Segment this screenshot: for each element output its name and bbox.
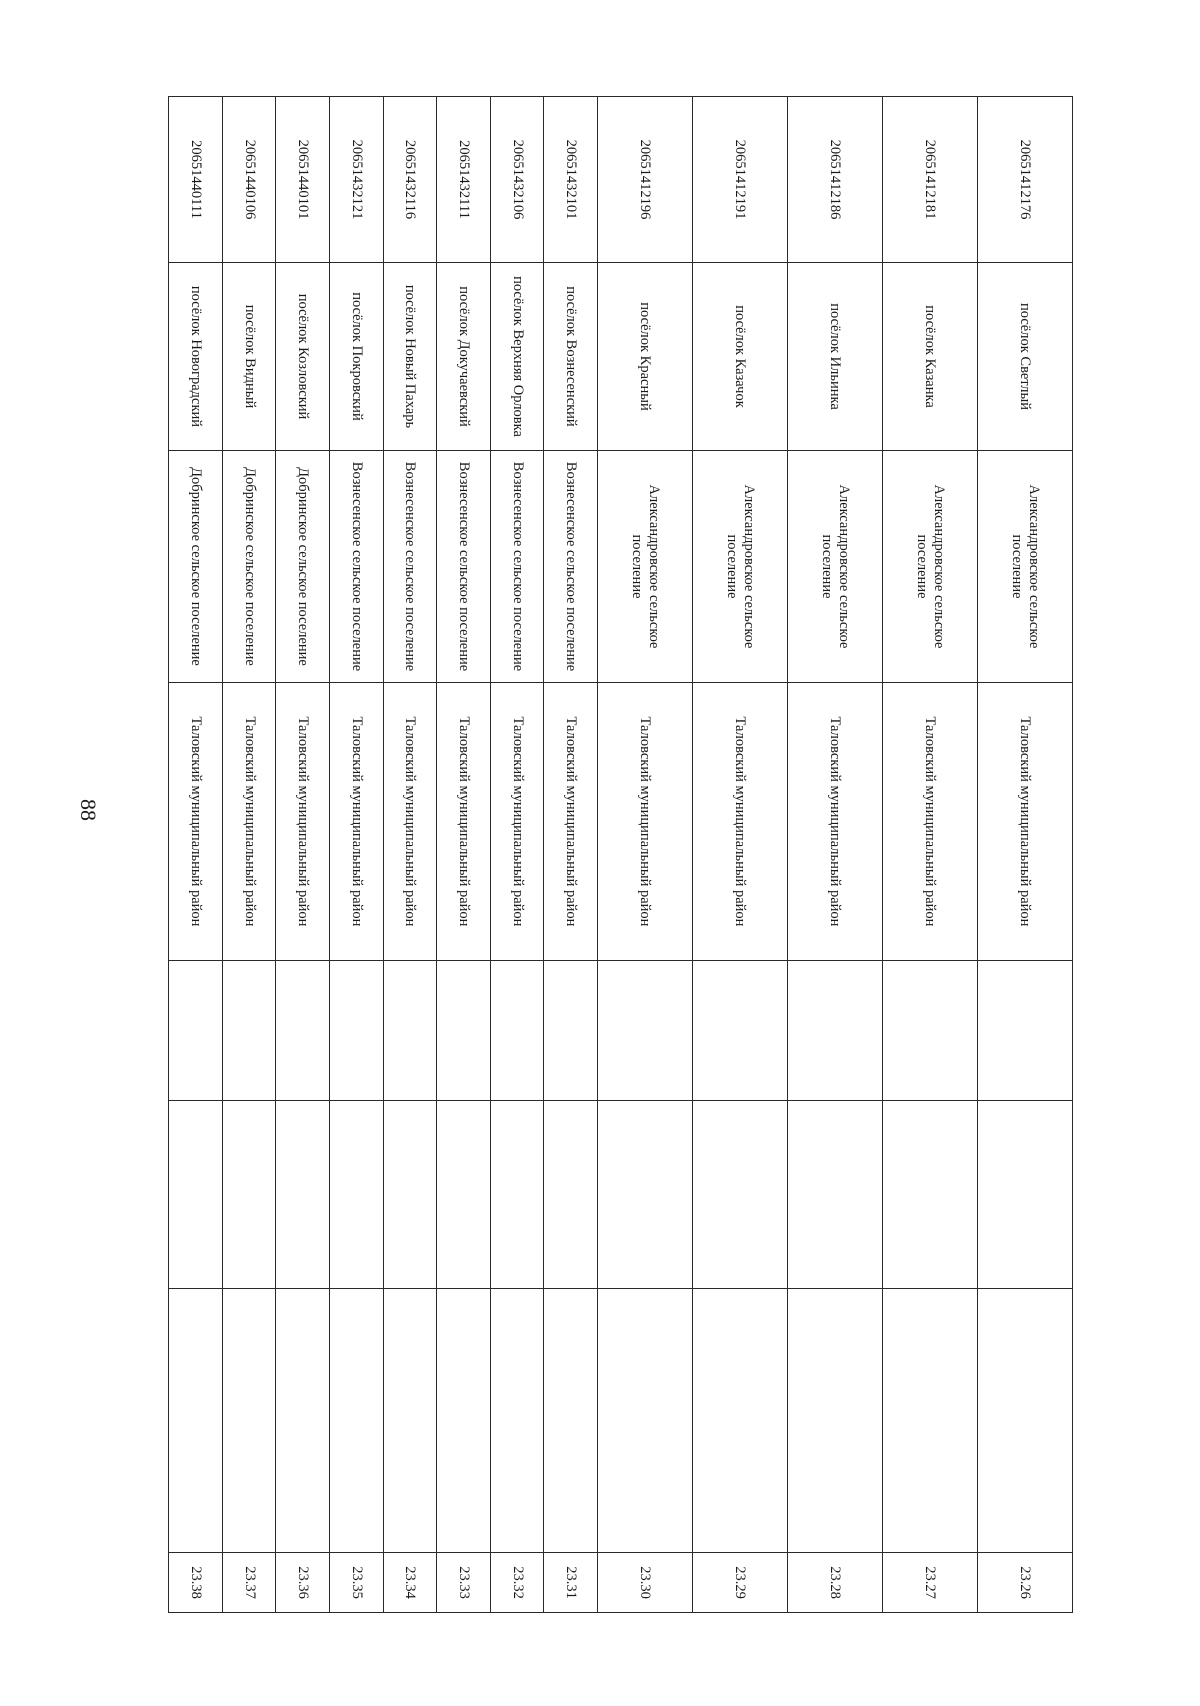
empty-cell bbox=[787, 1101, 882, 1289]
empty-cell bbox=[882, 1289, 977, 1553]
table-row bbox=[276, 97, 330, 1613]
locality-cell: посёлок Казачок bbox=[692, 263, 787, 451]
empty-cell bbox=[544, 1289, 598, 1553]
empty-cell bbox=[490, 1289, 544, 1553]
empty-cell bbox=[329, 1101, 383, 1289]
table-row bbox=[597, 97, 692, 1613]
district-cell: Таловский муниципальный район bbox=[692, 683, 787, 961]
empty-cell bbox=[597, 961, 692, 1101]
empty-cell bbox=[276, 1101, 330, 1289]
empty-cell bbox=[692, 1289, 787, 1553]
settlement-cell: Добринское сельское поселение bbox=[169, 451, 223, 683]
district-cell: Таловский муниципальный район bbox=[383, 683, 437, 961]
table-body bbox=[169, 97, 1073, 1613]
settlement-cell: Александровское сельское поселение bbox=[597, 451, 692, 683]
oktmo-code-cell: 20651432121 bbox=[329, 97, 383, 263]
row-number-cell: 23.36 bbox=[276, 1553, 330, 1613]
empty-cell bbox=[597, 1101, 692, 1289]
locality-cell: посёлок Верхняя Орловка bbox=[490, 263, 544, 451]
row-number-cell: 23.33 bbox=[437, 1553, 491, 1613]
settlement-cell: Вознесенское сельское поселение bbox=[329, 451, 383, 683]
oktmo-code-cell: 20651432111 bbox=[437, 97, 491, 263]
empty-cell bbox=[597, 1289, 692, 1553]
empty-cell bbox=[437, 1101, 491, 1289]
empty-cell bbox=[329, 1289, 383, 1553]
table-row bbox=[383, 97, 437, 1613]
locality-cell: посёлок Видный bbox=[222, 263, 276, 451]
empty-cell bbox=[692, 961, 787, 1101]
locality-cell: посёлок Новоградский bbox=[169, 263, 223, 451]
table-row bbox=[222, 97, 276, 1613]
oktmo-code-cell: 20651440101 bbox=[276, 97, 330, 263]
district-cell: Таловский муниципальный район bbox=[544, 683, 598, 961]
table-row bbox=[977, 97, 1072, 1613]
row-number-cell: 23.30 bbox=[597, 1553, 692, 1613]
empty-cell bbox=[882, 1101, 977, 1289]
empty-cell bbox=[977, 1101, 1072, 1289]
oktmo-code-cell: 20651412191 bbox=[692, 97, 787, 263]
district-cell: Таловский муниципальный район bbox=[276, 683, 330, 961]
oktmo-code-cell: 20651432106 bbox=[490, 97, 544, 263]
empty-cell bbox=[977, 1289, 1072, 1553]
row-number-cell: 23.29 bbox=[692, 1553, 787, 1613]
oktmo-code-cell: 20651412176 bbox=[977, 97, 1072, 263]
locality-cell: посёлок Покровский bbox=[329, 263, 383, 451]
register-table bbox=[168, 96, 1073, 1613]
settlement-cell: Александровское сельское поселение bbox=[882, 451, 977, 683]
empty-cell bbox=[169, 961, 223, 1101]
locality-cell: посёлок Ильинка bbox=[787, 263, 882, 451]
register-table-rotated bbox=[168, 96, 1073, 1612]
district-cell: Таловский муниципальный район bbox=[329, 683, 383, 961]
table-row bbox=[490, 97, 544, 1613]
district-cell: Таловский муниципальный район bbox=[977, 683, 1072, 961]
settlement-cell: Вознесенское сельское поселение bbox=[437, 451, 491, 683]
empty-cell bbox=[544, 961, 598, 1101]
oktmo-code-cell: 20651412186 bbox=[787, 97, 882, 263]
district-cell: Таловский муниципальный район bbox=[597, 683, 692, 961]
district-cell: Таловский муниципальный район bbox=[437, 683, 491, 961]
empty-cell bbox=[329, 961, 383, 1101]
row-number-cell: 23.31 bbox=[544, 1553, 598, 1613]
empty-cell bbox=[276, 1289, 330, 1553]
table-row bbox=[787, 97, 882, 1613]
table-row bbox=[882, 97, 977, 1613]
empty-cell bbox=[437, 961, 491, 1101]
empty-cell bbox=[383, 961, 437, 1101]
locality-cell: посёлок Новый Пахарь bbox=[383, 263, 437, 451]
settlement-cell: Добринское сельское поселение bbox=[222, 451, 276, 683]
oktmo-code-cell: 20651440111 bbox=[169, 97, 223, 263]
empty-cell bbox=[882, 961, 977, 1101]
district-cell: Таловский муниципальный район bbox=[787, 683, 882, 961]
district-cell: Таловский муниципальный район bbox=[490, 683, 544, 961]
district-cell: Таловский муниципальный район bbox=[222, 683, 276, 961]
locality-cell: посёлок Докучаевский bbox=[437, 263, 491, 451]
settlement-cell: Александровское сельское поселение bbox=[787, 451, 882, 683]
empty-cell bbox=[437, 1289, 491, 1553]
empty-cell bbox=[169, 1101, 223, 1289]
locality-cell: посёлок Козловский bbox=[276, 263, 330, 451]
row-number-cell: 23.38 bbox=[169, 1553, 223, 1613]
table-row bbox=[437, 97, 491, 1613]
row-number-cell: 23.27 bbox=[882, 1553, 977, 1613]
empty-cell bbox=[169, 1289, 223, 1553]
settlement-cell: Александровское сельское поселение bbox=[977, 451, 1072, 683]
settlement-cell: Вознесенское сельское поселение bbox=[383, 451, 437, 683]
oktmo-code-cell: 20651412181 bbox=[882, 97, 977, 263]
empty-cell bbox=[383, 1289, 437, 1553]
settlement-cell: Добринское сельское поселение bbox=[276, 451, 330, 683]
oktmo-code-cell: 20651440106 bbox=[222, 97, 276, 263]
empty-cell bbox=[276, 961, 330, 1101]
oktmo-code-cell: 20651412196 bbox=[597, 97, 692, 263]
empty-cell bbox=[222, 961, 276, 1101]
district-cell: Таловский муниципальный район bbox=[169, 683, 223, 961]
empty-cell bbox=[787, 1289, 882, 1553]
row-number-cell: 23.32 bbox=[490, 1553, 544, 1613]
empty-cell bbox=[544, 1101, 598, 1289]
page-number: 88 bbox=[76, 799, 101, 821]
empty-cell bbox=[787, 961, 882, 1101]
empty-cell bbox=[383, 1101, 437, 1289]
locality-cell: посёлок Красный bbox=[597, 263, 692, 451]
row-number-cell: 23.37 bbox=[222, 1553, 276, 1613]
empty-cell bbox=[490, 961, 544, 1101]
row-number-cell: 23.28 bbox=[787, 1553, 882, 1613]
empty-cell bbox=[490, 1101, 544, 1289]
row-number-cell: 23.35 bbox=[329, 1553, 383, 1613]
table-row bbox=[169, 97, 223, 1613]
row-number-cell: 23.26 bbox=[977, 1553, 1072, 1613]
table-row bbox=[544, 97, 598, 1613]
oktmo-code-cell: 20651432101 bbox=[544, 97, 598, 263]
empty-cell bbox=[692, 1101, 787, 1289]
oktmo-code-cell: 20651432116 bbox=[383, 97, 437, 263]
settlement-cell: Вознесенское сельское поселение bbox=[544, 451, 598, 683]
locality-cell: посёлок Светлый bbox=[977, 263, 1072, 451]
empty-cell bbox=[222, 1289, 276, 1553]
settlement-cell: Александровское сельское поселение bbox=[692, 451, 787, 683]
row-number-cell: 23.34 bbox=[383, 1553, 437, 1613]
settlement-cell: Вознесенское сельское поселение bbox=[490, 451, 544, 683]
locality-cell: посёлок Казанка bbox=[882, 263, 977, 451]
district-cell: Таловский муниципальный район bbox=[882, 683, 977, 961]
locality-cell: посёлок Вознесенский bbox=[544, 263, 598, 451]
table-row bbox=[329, 97, 383, 1613]
empty-cell bbox=[977, 961, 1072, 1101]
table-row bbox=[692, 97, 787, 1613]
empty-cell bbox=[222, 1101, 276, 1289]
